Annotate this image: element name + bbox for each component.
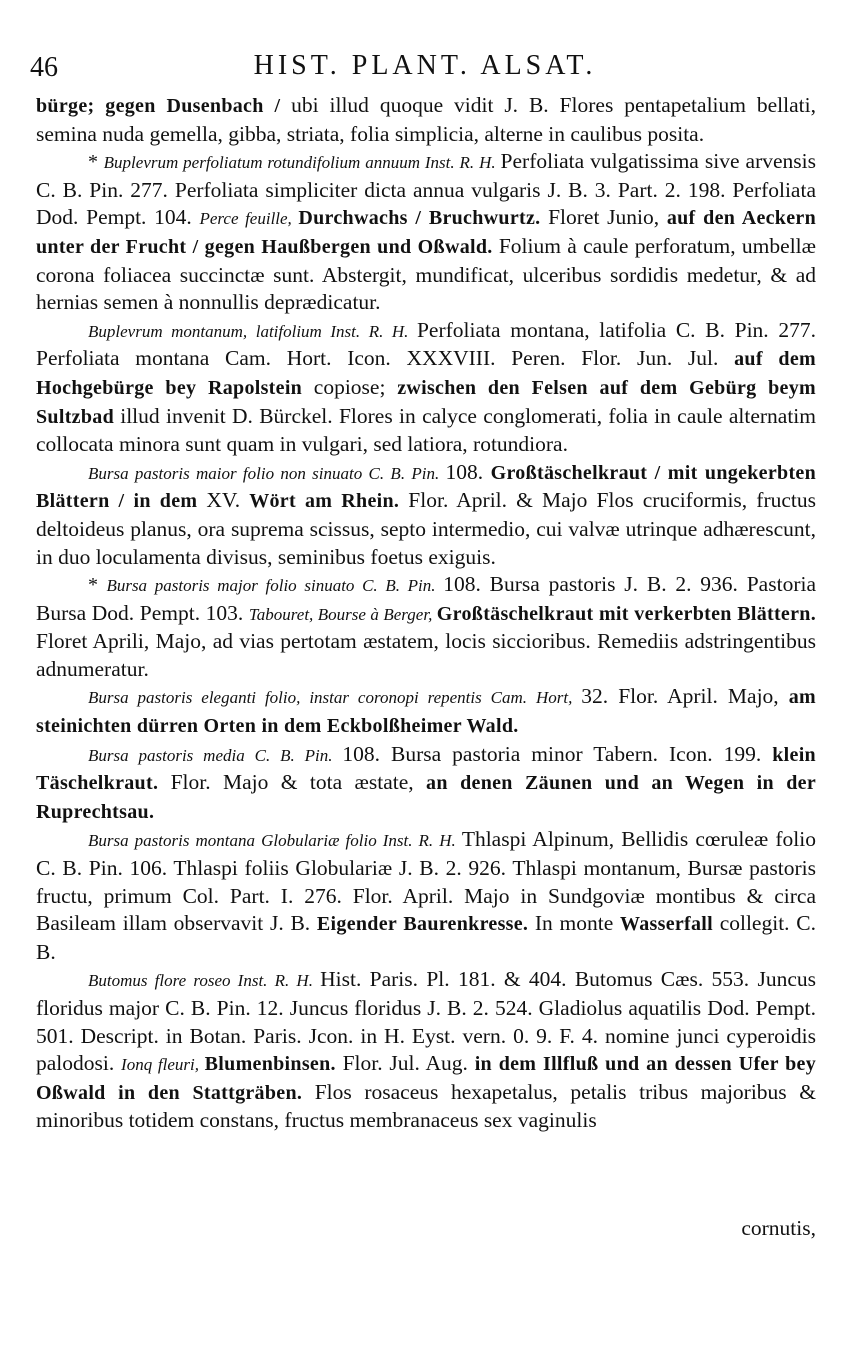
species-entry: [36, 826, 816, 966]
latin-text: Hist. Paris. Pl. 181. & 404. Butomus Cæs. 553. Juncus floridus major C. B. Pin. 12. Juncus floridus J. B. 2. 524. Gladiolus aquatilis Dod. Pempt. 501. Descript. in Botan. Paris. Jcon. in H. Eyst. vern. 0. 9. F. 4. nomine junci cyperoidis palodosi.: [36, 967, 816, 1076]
latin-text: XV.: [206, 488, 250, 513]
latin-text: 108. Bursa pastoris J. B. 2. 936. Pastoria Bursa Dod. Pempt. 103.: [36, 572, 816, 625]
species-entry: [36, 317, 816, 459]
latin-text: Floret Aprili, Majo, ad vias pertotam æstatem, locis siccioribus. Remediis adstringentibus adnumeratur.: [36, 629, 816, 681]
italic-citation: Ionq fleuri,: [121, 1055, 205, 1075]
asterisk-mark: *: [88, 151, 104, 174]
italic-citation: Buplevrum montanum, latifolium Inst. R. H.: [88, 321, 417, 341]
italic-citation: Bursa pastoris maior folio non sinuato C. B. Pin.: [88, 463, 446, 483]
asterisk-mark: *: [88, 574, 107, 597]
italic-citation: Bursa pastoris major folio sinuato C. B. Pin.: [106, 576, 444, 596]
italic-citation: Tabouret, Bourse à Berger,: [248, 604, 437, 624]
latin-text: Perfoliata vulgatissima sive arvensis C. B. Pin. 277. Perfoliata simpliciter dicta annua vulgaris J. B. 3. Part. 2. 198. Perfoliata Dod. Pempt. 104.: [36, 149, 817, 230]
blackletter-text: am steinichten dürren Orten in dem Eckbolßheimer Wald.: [36, 686, 817, 738]
blackletter-text: auf den Aeckern unter der Frucht / gegen Haußbergen und Oßwald.: [36, 207, 816, 258]
species-entry: [36, 966, 816, 1135]
running-title: HIST. PLANT. ALSAT.: [253, 50, 597, 81]
species-entry: [36, 683, 816, 740]
blackletter-text: Blumenbinsen.: [204, 1053, 343, 1076]
latin-text: ubi illud quoque vidit J. B. Flores pentapetalium bellati, semina nuda gemella, gibba, striata, folia simplicia, alterne in caulibus posita.: [36, 93, 816, 146]
blackletter-text: Großtäschelkraut mit verkerbten Blättern.: [436, 602, 817, 625]
blackletter-text: Eigender Baurenkresse.: [316, 913, 535, 936]
latin-text: 108. Bursa pastoria minor Tabern. Icon. 199.: [342, 741, 773, 766]
latin-text: Flor. April. & Majo Flos cruciformis, fructus deltoideus planus, ora suprema scissus, septo intermedio, cui valvæ utrinque adhærescunt, in duo loculamenta divisus, seminibus foetus exiguis.: [36, 488, 817, 569]
italic-citation: Butomus flore roseo Inst. R. H.: [88, 971, 321, 991]
italic-citation: Bursa pastoris montana Globulariæ folio Inst. R. H.: [88, 831, 462, 851]
species-entry: [36, 741, 816, 827]
latin-text: 108.: [445, 459, 491, 484]
blackletter-text: in dem Illfluß und an dessen Ufer bey Oßwald in den Stattgräben.: [36, 1053, 817, 1104]
species-entry: [36, 148, 816, 317]
latin-text: Floret Junio,: [548, 205, 667, 230]
latin-text: Flor. Majo & tota æstate,: [170, 770, 427, 795]
blackletter-text: bürge; gegen Dusenbach /: [36, 95, 292, 117]
latin-text: Flos rosaceus hexapetalus, petalis tribus majoribus & minoribus totidem constans, fructus membranaceus sex vaginulis: [36, 1079, 816, 1133]
latin-text: Folium à caule perforatum, umbellæ corona foliacea succinctæ sunt. Abstergit, mundificat, ulceribus sordidis medetur, & ad hernias semen à nonnullis deprædicatur.: [36, 233, 816, 315]
entry-continuation: [36, 92, 816, 148]
blackletter-text: Wasserfall: [620, 913, 720, 936]
latin-text: illud invenit D. Bürckel. Flores in calyce conglomerati, folia in caule alternatim collocata minora sunt quam in vulgari, sed latiora, rotundiora.: [36, 403, 816, 457]
species-entry: [36, 571, 816, 683]
latin-text: In monte: [534, 911, 621, 936]
italic-citation: Perce feuille,: [199, 209, 299, 229]
blackletter-text: Wört am Rhein.: [249, 490, 409, 513]
italic-citation: Buplevrum perfoliatum rotundifolium annuum Inst. R. H.: [103, 153, 501, 173]
italic-citation: Bursa pastoris eleganti folio, instar coronopi repentis Cam. Hort,: [88, 688, 582, 708]
latin-text: 32. Flor. April. Majo,: [581, 684, 789, 709]
latin-text: Perfoliata montana, latifolia C. B. Pin. 277. Perfoliata montana Cam. Hort. Icon. XXXVIII. Peren. Flor. Jun. Jul.: [36, 317, 816, 371]
blackletter-text: auf dem Hochgebürge bey Rapolstein: [36, 348, 816, 399]
italic-citation: Bursa pastoris media C. B. Pin.: [88, 745, 343, 765]
blackletter-text: zwischen den Felsen auf dem Gebürg beym Sultzbad: [36, 376, 816, 428]
catchword: cornutis,: [741, 1216, 816, 1240]
latin-text: Flor. Jul. Aug.: [342, 1051, 475, 1076]
species-entry: [36, 459, 816, 571]
latin-text: Thlaspi Alpinum, Bellidis cœruleæ folio C. B. Pin. 106. Thlaspi foliis Globulariæ J. B. 2. 926. Thlaspi montanum, Bursæ pastoris fructu, primum Col. Part. I. 276. Flor. April. Majo in Sundgoviæ montibus & circa Basileam illam observavit J. B.: [36, 827, 817, 936]
latin-text: copiose;: [313, 374, 398, 399]
blackletter-text: Durchwachs / Bruchwurtz.: [298, 207, 549, 230]
page-number: 46: [30, 52, 58, 83]
blackletter-text: Großtäschelkraut / mit ungekerbten Blättern / in dem: [36, 461, 817, 513]
blackletter-text: klein Täschelkraut.: [36, 743, 816, 795]
latin-text: collegit. C. B.: [36, 911, 816, 964]
page-header: [30, 44, 820, 84]
body-text: [36, 92, 816, 1135]
blackletter-text: an denen Zäunen und an Wegen in der Ruprechtsau.: [36, 772, 816, 823]
